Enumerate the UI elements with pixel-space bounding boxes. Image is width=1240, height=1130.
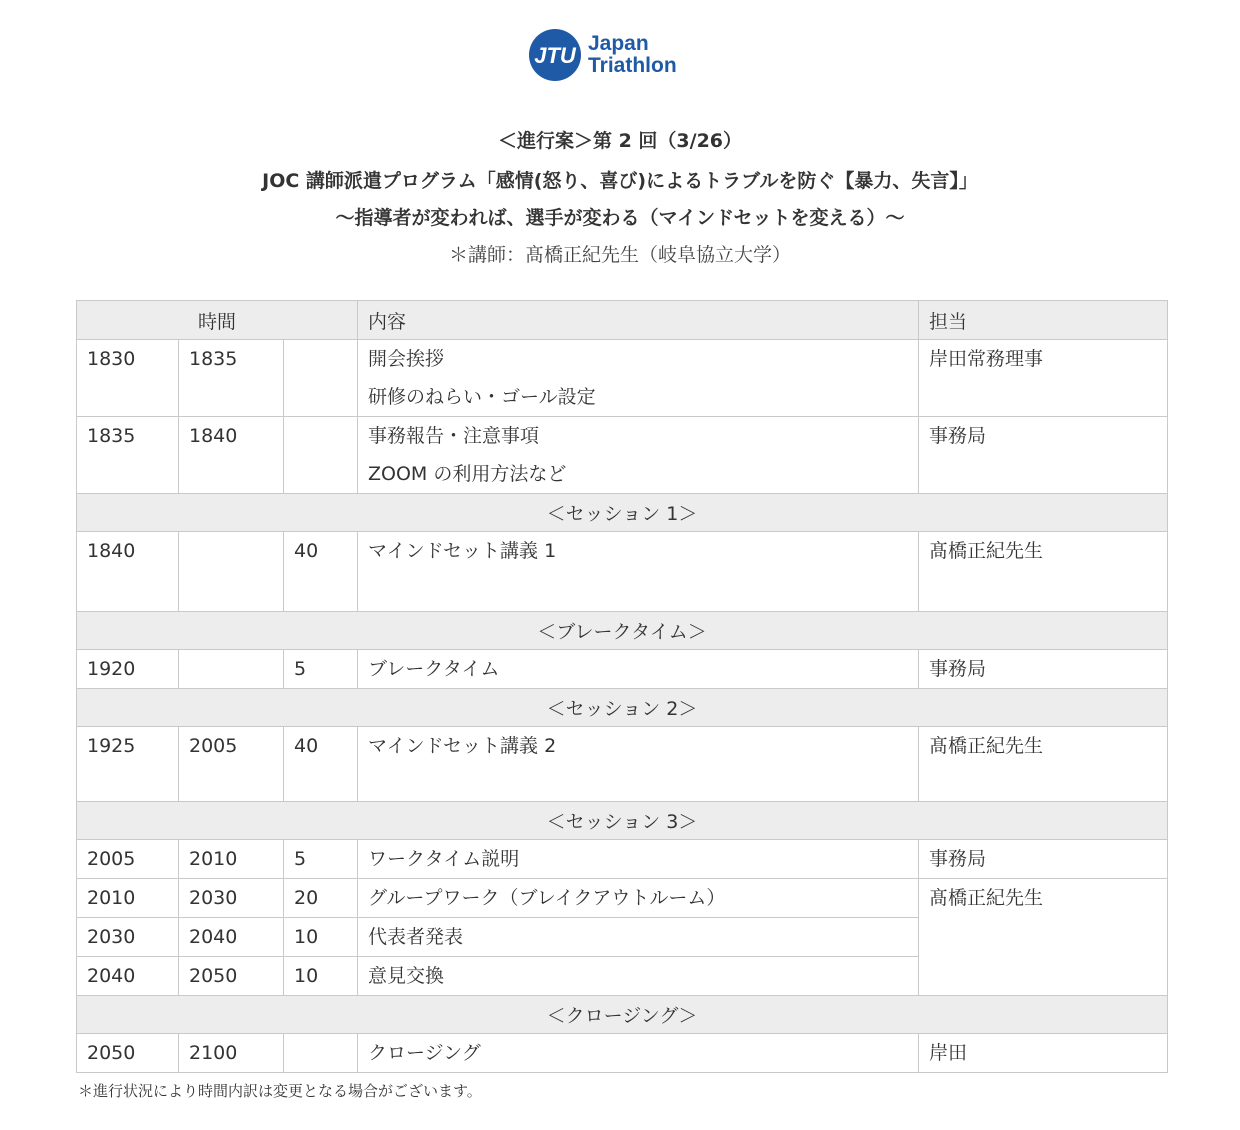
logo-text bbox=[588, 33, 677, 77]
footnote: ＊進行状況により時間内訳は変更となる場合がございます。 bbox=[78, 1082, 482, 1100]
table-row bbox=[77, 727, 1168, 802]
table-header-row bbox=[77, 301, 1168, 340]
content-line: マインドセット講義 1 bbox=[368, 540, 557, 562]
end-time bbox=[179, 532, 284, 612]
content-cell bbox=[358, 918, 919, 957]
content-cell bbox=[358, 1034, 919, 1073]
duration: 5 bbox=[284, 650, 358, 689]
duration bbox=[284, 417, 358, 494]
section-label: ＜ブレークタイム＞ bbox=[77, 612, 1168, 650]
start-time: 2030 bbox=[77, 918, 179, 957]
duration bbox=[284, 1034, 358, 1073]
duration: 40 bbox=[284, 532, 358, 612]
table-row bbox=[77, 840, 1168, 879]
section-row bbox=[77, 996, 1168, 1034]
table-row bbox=[77, 340, 1168, 417]
start-time: 2050 bbox=[77, 1034, 179, 1073]
end-time: 1835 bbox=[179, 340, 284, 417]
start-time: 2005 bbox=[77, 840, 179, 879]
content-cell bbox=[358, 727, 919, 802]
table-row bbox=[77, 532, 1168, 612]
section-row bbox=[77, 802, 1168, 840]
section-row bbox=[77, 689, 1168, 727]
content-line: 事務報告・注意事項 bbox=[368, 425, 540, 447]
content-line: グループワーク（ブレイクアウトルーム） bbox=[368, 887, 726, 909]
content-line: 研修のねらい・ゴール設定 bbox=[368, 386, 596, 408]
content-cell bbox=[358, 879, 919, 918]
content-cell bbox=[358, 650, 919, 689]
end-time bbox=[179, 650, 284, 689]
table-row bbox=[77, 879, 1168, 918]
person-cell: 岸田 bbox=[919, 1034, 1168, 1073]
content-line: 代表者発表 bbox=[368, 926, 464, 948]
section-label: ＜セッション 3＞ bbox=[77, 802, 1168, 840]
start-time: 2010 bbox=[77, 879, 179, 918]
start-time: 1840 bbox=[77, 532, 179, 612]
end-time: 2050 bbox=[179, 957, 284, 996]
session-heading: ＜進行案＞第 2 回（3/26） bbox=[497, 130, 743, 152]
start-time: 1830 bbox=[77, 340, 179, 417]
person-cell: 髙橋正紀先生 bbox=[919, 727, 1168, 802]
content-line: マインドセット講義 2 bbox=[368, 735, 557, 757]
end-time: 2100 bbox=[179, 1034, 284, 1073]
logo-mark-text: JTU bbox=[534, 43, 576, 68]
lecturer-line: ＊講師：髙橋正紀先生（岐阜協立大学） bbox=[448, 244, 791, 266]
content-line: ZOOM の利用方法など bbox=[368, 463, 567, 485]
program-subtitle: ～指導者が変われば、選手が変わる（マインドセットを変える）～ bbox=[335, 207, 905, 229]
person-cell: 岸田常務理事 bbox=[919, 340, 1168, 417]
duration bbox=[284, 340, 358, 417]
content-line: ワークタイム説明 bbox=[368, 848, 520, 870]
duration: 40 bbox=[284, 727, 358, 802]
schedule-table bbox=[76, 300, 1168, 1073]
end-time: 2040 bbox=[179, 918, 284, 957]
header-content: 内容 bbox=[358, 301, 919, 340]
section-row bbox=[77, 494, 1168, 532]
person-cell: 事務局 bbox=[919, 417, 1168, 494]
duration: 10 bbox=[284, 918, 358, 957]
section-label: ＜セッション 2＞ bbox=[77, 689, 1168, 727]
jtu-logo-icon bbox=[528, 28, 582, 82]
start-time: 1920 bbox=[77, 650, 179, 689]
end-time: 2010 bbox=[179, 840, 284, 879]
table-row bbox=[77, 1034, 1168, 1073]
start-time: 1925 bbox=[77, 727, 179, 802]
duration: 5 bbox=[284, 840, 358, 879]
person-cell: 事務局 bbox=[919, 650, 1168, 689]
content-cell bbox=[358, 340, 919, 417]
section-label: ＜クロージング＞ bbox=[77, 996, 1168, 1034]
content-line: 意見交換 bbox=[368, 965, 445, 987]
start-time: 2040 bbox=[77, 957, 179, 996]
end-time: 2005 bbox=[179, 727, 284, 802]
table-row bbox=[77, 650, 1168, 689]
person-cell: 髙橋正紀先生 bbox=[919, 532, 1168, 612]
section-label: ＜セッション 1＞ bbox=[77, 494, 1168, 532]
japan-triathlon-logo bbox=[528, 26, 677, 84]
person-cell: 事務局 bbox=[919, 840, 1168, 879]
content-cell bbox=[358, 957, 919, 996]
duration: 20 bbox=[284, 879, 358, 918]
person-cell: 髙橋正紀先生 bbox=[919, 879, 1168, 996]
program-title: JOC 講師派遣プログラム「感情(怒り、喜び)によるトラブルを防ぐ【暴力、失言】」 bbox=[262, 170, 978, 192]
logo-line1: Japan bbox=[588, 32, 649, 55]
duration: 10 bbox=[284, 957, 358, 996]
end-time: 1840 bbox=[179, 417, 284, 494]
content-cell bbox=[358, 532, 919, 612]
content-cell bbox=[358, 417, 919, 494]
content-line: クロージング bbox=[368, 1042, 481, 1064]
content-line: ブレークタイム bbox=[368, 658, 500, 680]
section-row bbox=[77, 612, 1168, 650]
content-cell bbox=[358, 840, 919, 879]
start-time: 1835 bbox=[77, 417, 179, 494]
content-line: 開会挨拶 bbox=[368, 348, 445, 370]
end-time: 2030 bbox=[179, 879, 284, 918]
logo-line2: Triathlon bbox=[588, 54, 677, 77]
header-person: 担当 bbox=[919, 301, 1168, 340]
table-row bbox=[77, 417, 1168, 494]
header-time: 時間 bbox=[77, 301, 358, 340]
